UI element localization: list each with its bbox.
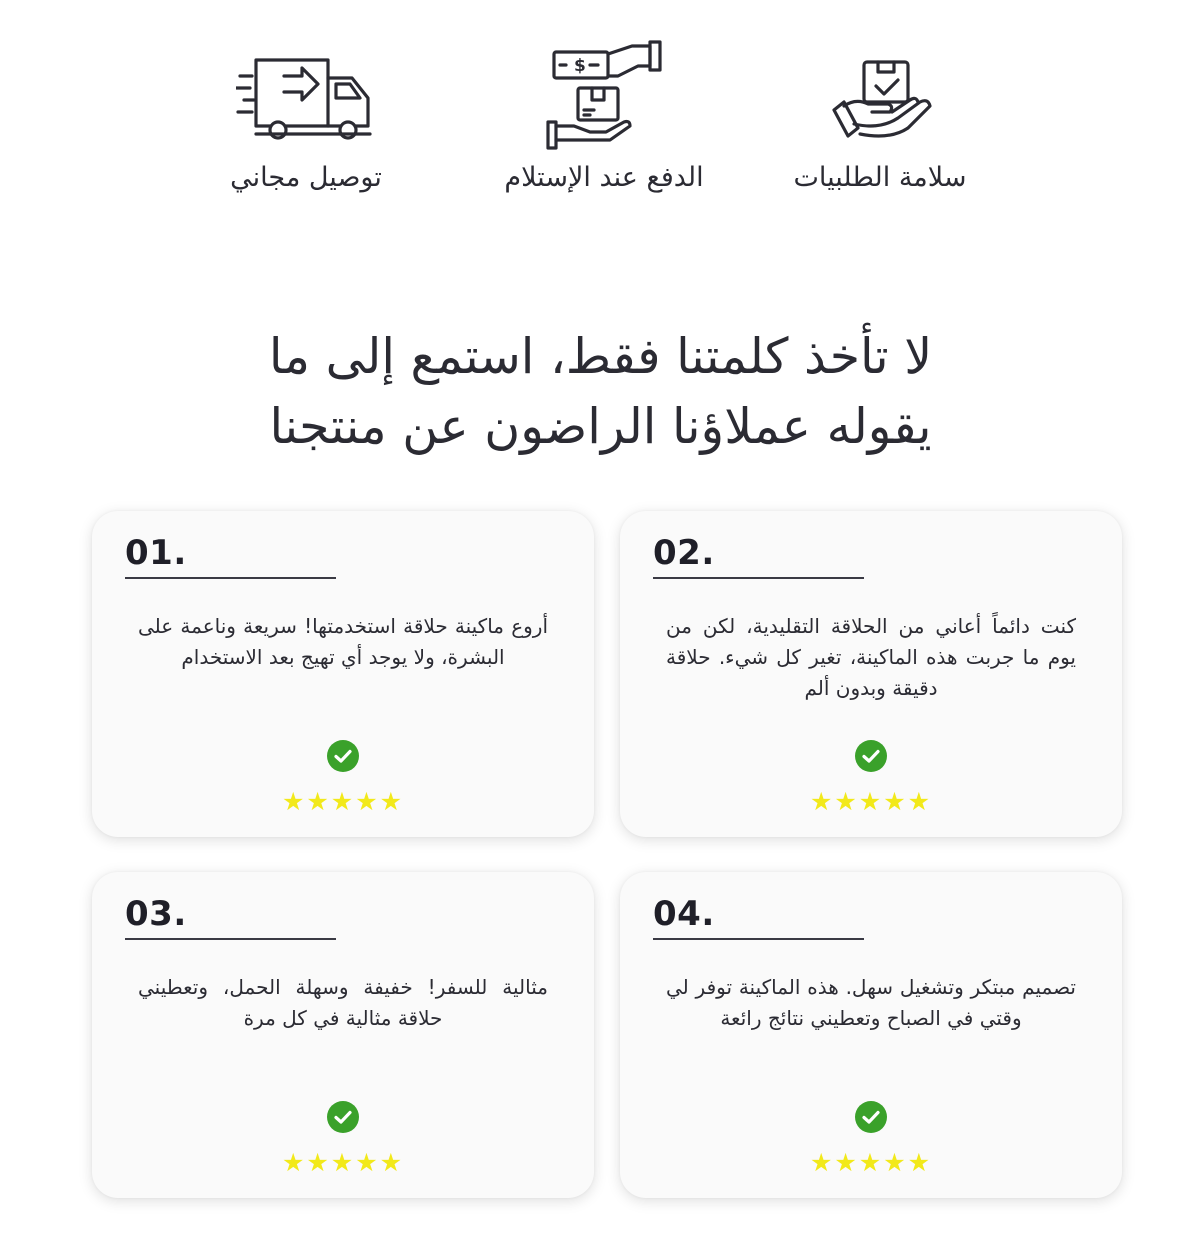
star-rating bbox=[92, 1148, 594, 1178]
verified-check-icon bbox=[327, 740, 359, 772]
testimonial-card bbox=[620, 872, 1122, 1198]
feature-label: سلامة الطلبيات bbox=[793, 162, 967, 193]
star-icon: ★ bbox=[379, 1148, 405, 1177]
feature-label: الدفع عند الإستلام bbox=[504, 162, 704, 193]
testimonial-text: أروع ماكينة حلاقة استخدمتها! سريعة وناعمة على البشرة، ولا يوجد أي تهيج بعد الاستخدام bbox=[138, 614, 548, 669]
heading-line-1: لا تأخذ كلمتنا فقط، استمع إلى ما bbox=[268, 328, 933, 385]
star-icon: ★ bbox=[883, 787, 908, 816]
star-icon: ★ bbox=[281, 787, 307, 816]
star-icon: ★ bbox=[834, 787, 859, 816]
star-icon: ★ bbox=[306, 787, 331, 816]
star-icon: ★ bbox=[883, 1148, 908, 1177]
testimonial-number: 02. bbox=[653, 533, 715, 573]
testimonial-card bbox=[620, 511, 1122, 837]
star-rating bbox=[620, 787, 1122, 817]
star-icon: ★ bbox=[907, 787, 933, 816]
star-icon: ★ bbox=[834, 1148, 859, 1177]
star-icon: ★ bbox=[330, 1148, 356, 1177]
delivery-truck-icon bbox=[236, 36, 376, 154]
verified-check-icon bbox=[855, 740, 887, 772]
star-icon: ★ bbox=[330, 787, 356, 816]
star-icon: ★ bbox=[355, 787, 380, 816]
star-icon: ★ bbox=[379, 787, 405, 816]
feature-label: توصيل مجاني bbox=[230, 162, 382, 193]
testimonial-text: تصميم مبتكر وتشغيل سهل. هذه الماكينة توفر لي وقتي في الصباح وتعطيني نتائج رائعة bbox=[666, 975, 1076, 1030]
testimonial-text: كنت دائماً أعاني من الحلاقة التقليدية، لكن من يوم ما جربت هذه الماكينة، تغير كل شيء. حلاقة دقيقة وبدون ألم bbox=[666, 614, 1076, 700]
divider bbox=[125, 577, 336, 579]
testimonial-card bbox=[92, 872, 594, 1198]
star-icon: ★ bbox=[355, 1148, 380, 1177]
feature-order-safety bbox=[730, 36, 1030, 193]
heading-line-2: يقوله عملاؤنا الراضون عن منتجنا bbox=[269, 398, 932, 455]
testimonial-number: 01. bbox=[125, 533, 187, 573]
star-icon: ★ bbox=[809, 787, 835, 816]
section-heading bbox=[100, 322, 1101, 462]
star-icon: ★ bbox=[858, 1148, 884, 1177]
star-icon: ★ bbox=[281, 1148, 307, 1177]
verified-check-icon bbox=[327, 1101, 359, 1133]
package-safety-hand-icon bbox=[810, 36, 950, 154]
cash-on-delivery-icon bbox=[534, 36, 674, 154]
feature-free-delivery bbox=[156, 36, 456, 193]
star-icon: ★ bbox=[907, 1148, 933, 1177]
star-icon: ★ bbox=[306, 1148, 331, 1177]
svg-text:$: $ bbox=[574, 56, 586, 76]
divider bbox=[125, 938, 336, 940]
verified-check-icon bbox=[855, 1101, 887, 1133]
testimonial-number: 04. bbox=[653, 894, 715, 934]
star-icon: ★ bbox=[809, 1148, 835, 1177]
feature-cash-on-delivery bbox=[454, 36, 754, 193]
testimonial-text: مثالية للسفر! خفيفة وسهلة الحمل، وتعطيني حلاقة مثالية في كل مرة bbox=[138, 975, 548, 1030]
testimonial-number: 03. bbox=[125, 894, 187, 934]
divider bbox=[653, 577, 864, 579]
star-rating bbox=[620, 1148, 1122, 1178]
star-icon: ★ bbox=[858, 787, 884, 816]
divider bbox=[653, 938, 864, 940]
star-rating bbox=[92, 787, 594, 817]
testimonial-card bbox=[92, 511, 594, 837]
